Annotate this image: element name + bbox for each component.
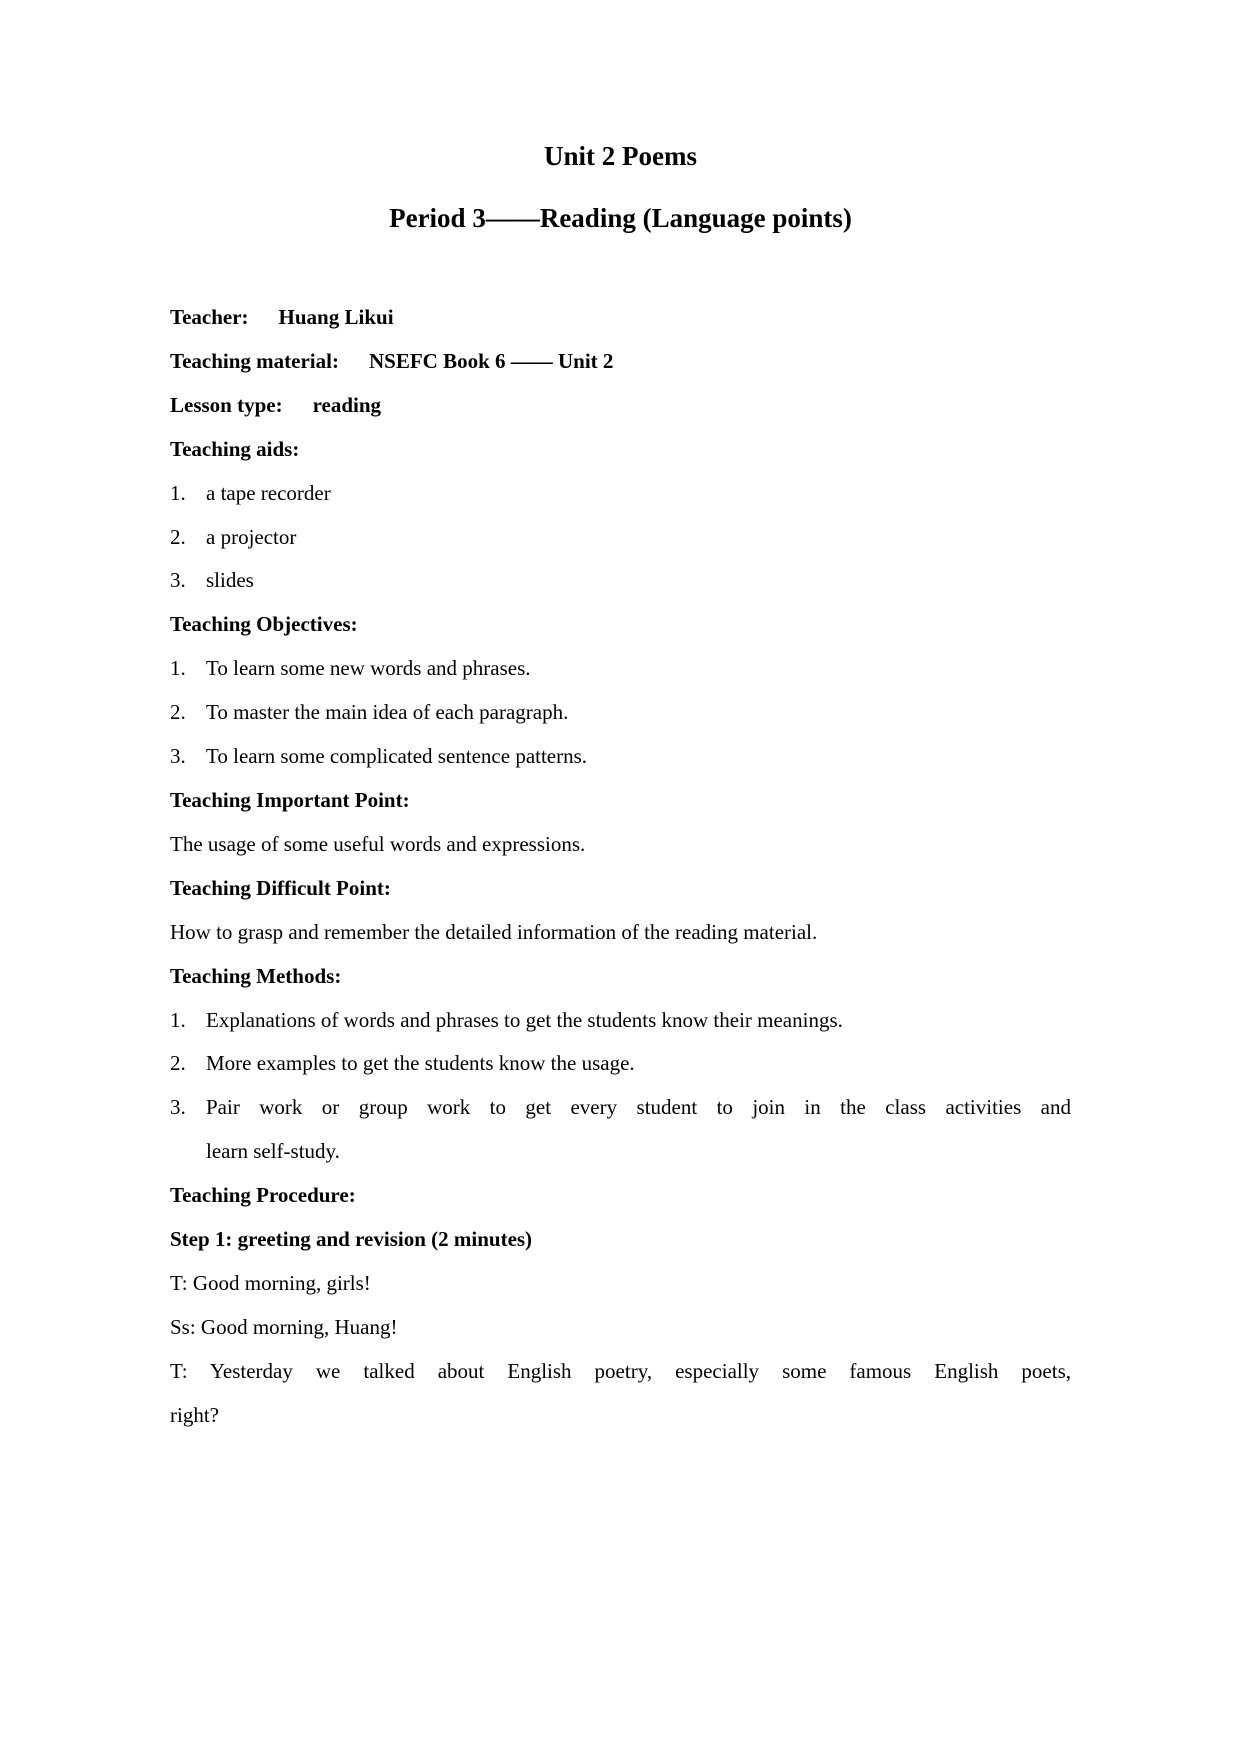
teacher-value: Huang Likui <box>278 305 394 329</box>
list-item-line: Pair work or group work to get every student to join in the class activities and <box>206 1095 1071 1120</box>
difficult-point-text: How to grasp and remember the detailed information of the reading material. <box>170 919 818 944</box>
section-heading-teaching-objectives: Teaching Objectives: <box>170 612 358 637</box>
material-label: Teaching material: <box>170 348 339 373</box>
section-heading-important-point: Teaching Important Point: <box>170 787 410 812</box>
list-item: a tape recorder <box>206 480 331 505</box>
dialogue-line-part: T: Yesterday we talked about English poetry, especially some famous English poets, <box>170 1358 1071 1383</box>
list-item: To learn some new words and phrases. <box>206 656 531 681</box>
doc-subtitle: Period 3——Reading (Language points) <box>389 203 852 233</box>
lesson-type-value: reading <box>312 392 382 417</box>
doc-title: Unit 2 Poems <box>544 141 697 171</box>
list-item: slides <box>206 568 254 593</box>
list-item: More examples to get the students know the usage. <box>206 1051 635 1076</box>
document-page <box>170 140 1071 1438</box>
teaching-objectives-list <box>170 647 1071 779</box>
list-item: a projector <box>206 524 297 549</box>
dialogue-line-part: right? <box>170 1402 219 1427</box>
info-row-lesson-type <box>170 384 1071 428</box>
teaching-aids-list <box>170 472 1071 604</box>
list-item: Explanations of words and phrases to get the students know their meanings. <box>206 1007 843 1032</box>
step1-heading: Step 1: greeting and revision (2 minutes) <box>170 1227 533 1252</box>
info-row-teacher <box>170 296 1071 340</box>
important-point-text: The usage of some useful words and expressions. <box>170 831 586 856</box>
section-heading-teaching-methods: Teaching Methods: <box>170 963 342 988</box>
section-heading-difficult-point: Teaching Difficult Point: <box>170 875 391 900</box>
list-item <box>170 1086 1071 1174</box>
info-row-material <box>170 340 1071 384</box>
section-heading-teaching-procedure: Teaching Procedure: <box>170 1183 356 1208</box>
teacher-label: Teacher: <box>170 305 249 329</box>
list-item: To learn some complicated sentence patterns. <box>206 744 588 769</box>
list-item: To master the main idea of each paragraph. <box>206 700 569 725</box>
dialogue-line <box>170 1350 1071 1438</box>
dialogue-line: Ss: Good morning, Huang! <box>170 1314 398 1339</box>
lesson-type-label: Lesson type: <box>170 392 283 417</box>
list-item-line: learn self-study. <box>206 1139 340 1164</box>
dialogue-line: T: Good morning, girls! <box>170 1270 371 1295</box>
doc-body <box>170 296 1071 1438</box>
section-heading-teaching-aids: Teaching aids: <box>170 436 300 461</box>
material-value: NSEFC Book 6 —— Unit 2 <box>368 348 614 373</box>
teaching-methods-list <box>170 999 1071 1175</box>
